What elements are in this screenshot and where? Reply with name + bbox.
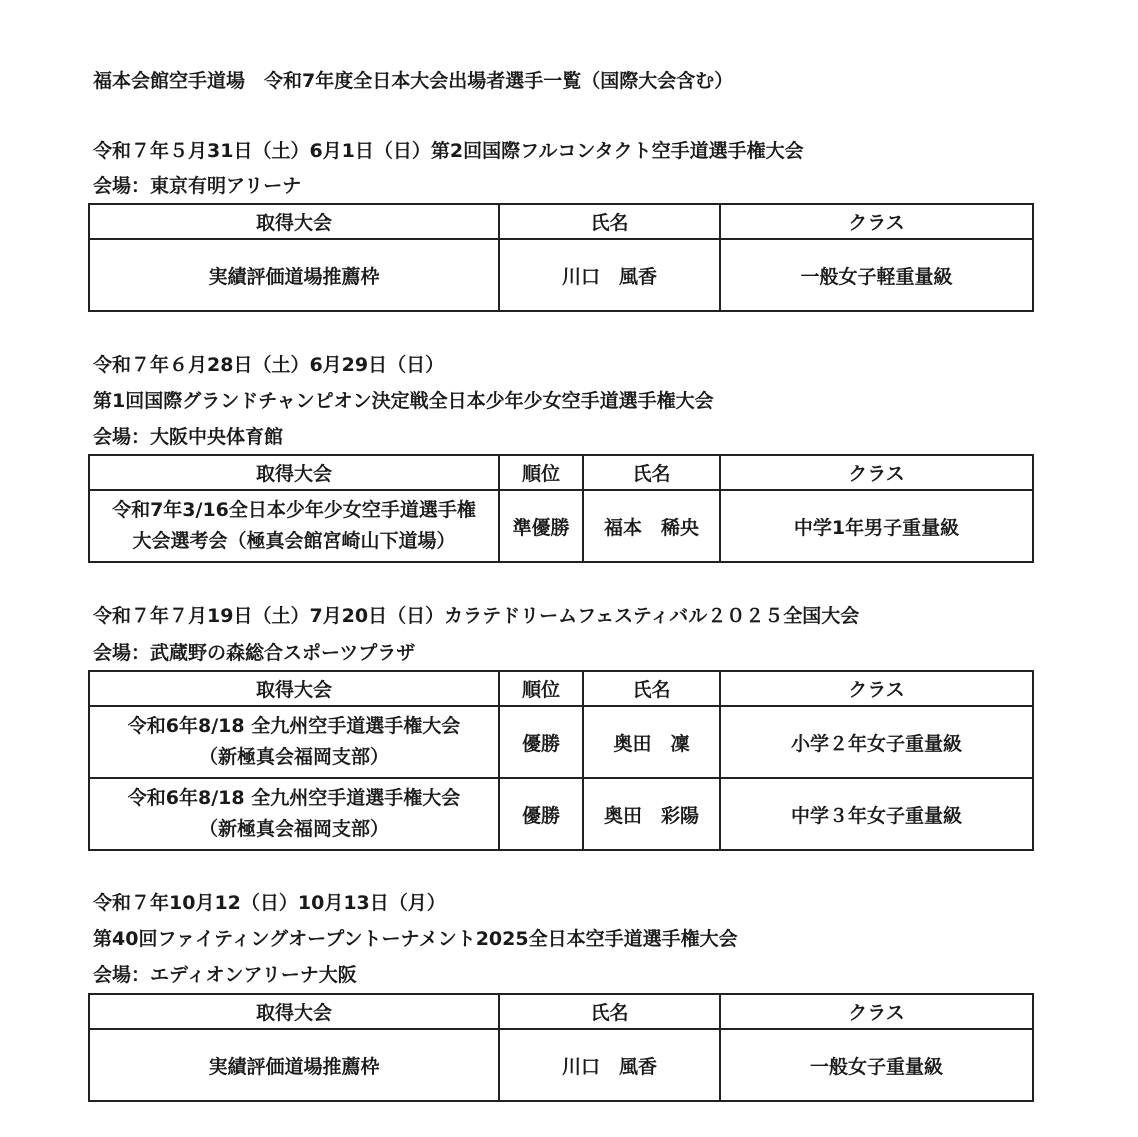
section-2-event: 第1回国際グランドチャンピオン決定戦全日本少年少女空手道選手権大会 (93, 390, 714, 412)
cell-qualifier (89, 706, 499, 778)
table-header-row (89, 994, 1033, 1029)
header-name: 氏名 (583, 671, 720, 706)
section-2-table (88, 454, 1034, 563)
section-3-venue: 会場：武蔵野の森総合スポーツプラザ (93, 642, 416, 664)
table-header-row (89, 455, 1033, 490)
header-rank: 順位 (499, 671, 583, 706)
cell-class: 小学２年女子重量級 (720, 706, 1033, 778)
cell-name: 川口 風香 (499, 1029, 720, 1101)
qualifier-line-2: （新極真会福岡支部） (198, 818, 389, 840)
table-header-row (89, 204, 1033, 239)
cell-rank: 準優勝 (499, 490, 583, 562)
section-4-event: 第40回ファイティングオープントーナメント2025全日本空手道選手権大会 (93, 928, 738, 950)
section-1-table (88, 203, 1034, 312)
qualifier-line-1: 令和7年3/16全日本少年少女空手道選手権 (112, 499, 476, 521)
document-title: 福本会館空手道場 令和7年度全日本大会出場者選手一覧（国際大会含む） (93, 70, 734, 92)
section-4-table (88, 993, 1034, 1102)
section-4-venue: 会場：エディオンアリーナ大阪 (93, 964, 357, 986)
cell-qualifier (89, 490, 499, 562)
header-name: 氏名 (499, 994, 720, 1029)
table-row (89, 1029, 1033, 1101)
header-class: クラス (720, 455, 1033, 490)
table-row (89, 239, 1033, 311)
cell-name: 川口 風香 (499, 239, 720, 311)
table-row (89, 706, 1033, 778)
section-2-date: 令和７年６月28日（土）6月29日（日） (93, 354, 445, 376)
table-row (89, 490, 1033, 562)
header-qualifier: 取得大会 (89, 455, 499, 490)
qualifier-line-2: （新極真会福岡支部） (198, 746, 389, 768)
cell-class: 中学1年男子重量級 (720, 490, 1033, 562)
cell-class: 一般女子軽重量級 (720, 239, 1033, 311)
cell-qualifier (89, 778, 499, 850)
header-class: クラス (720, 671, 1033, 706)
header-qualifier: 取得大会 (89, 994, 499, 1029)
header-qualifier: 取得大会 (89, 204, 499, 239)
section-3-date: 令和７年７月19日（土）7月20日（日）カラテドリームフェスティバル２０２５全国大会 (93, 605, 860, 627)
table-header-row (89, 671, 1033, 706)
qualifier-line-2: 大会選考会（極真会館宮崎山下道場） (132, 530, 456, 552)
section-4-date: 令和７年10月12（日）10月13日（月） (93, 892, 446, 914)
header-class: クラス (720, 994, 1033, 1029)
header-class: クラス (720, 204, 1033, 239)
cell-class: 一般女子重量級 (720, 1029, 1033, 1101)
cell-class: 中学３年女子重量級 (720, 778, 1033, 850)
qualifier-line-1: 令和6年8/18 全九州空手道選手権大会 (127, 715, 461, 737)
table-row (89, 778, 1033, 850)
qualifier-line-1: 令和6年8/18 全九州空手道選手権大会 (127, 787, 461, 809)
header-name: 氏名 (583, 455, 720, 490)
cell-rank: 優勝 (499, 706, 583, 778)
cell-rank: 優勝 (499, 778, 583, 850)
cell-name: 福本 稀央 (583, 490, 720, 562)
section-1-venue: 会場：東京有明アリーナ (93, 175, 302, 197)
section-2-venue: 会場：大阪中央体育館 (93, 426, 284, 448)
header-name: 氏名 (499, 204, 720, 239)
section-3-table (88, 670, 1034, 851)
header-qualifier: 取得大会 (89, 671, 499, 706)
cell-qualifier: 実績評価道場推薦枠 (89, 1029, 499, 1101)
header-rank: 順位 (499, 455, 583, 490)
cell-qualifier: 実績評価道場推薦枠 (89, 239, 499, 311)
cell-name: 奥田 彩陽 (583, 778, 720, 850)
section-1-date: 令和７年５月31日（土）6月1日（日）第2回国際フルコンタクト空手道選手権大会 (93, 140, 804, 162)
cell-name: 奥田 凜 (583, 706, 720, 778)
